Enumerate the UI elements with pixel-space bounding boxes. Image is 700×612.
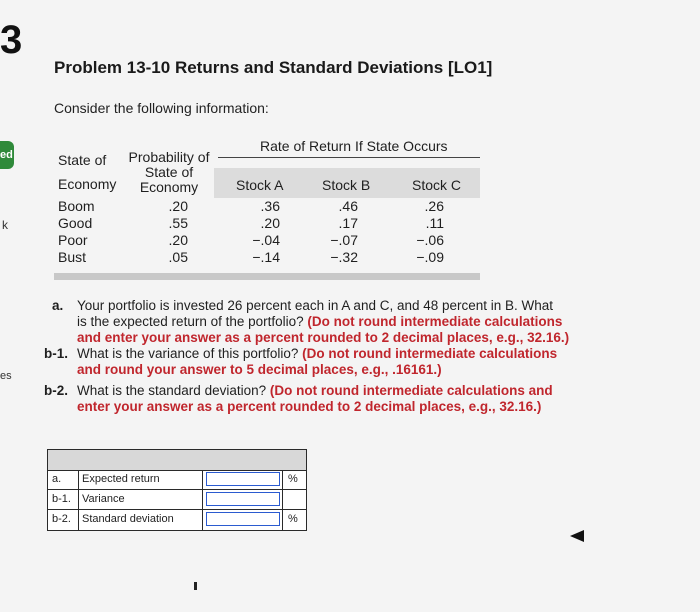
question-b2-label: b-2. (44, 383, 69, 398)
stock-b-cell: .46 (338, 198, 358, 214)
question-a-label: a. (52, 298, 64, 313)
answer-table (47, 449, 307, 531)
problem-title: Problem 13-10 Returns and Standard Deviations [LO1] (54, 58, 493, 77)
answer-row-label: b-1. (52, 493, 71, 505)
problem-intro: Consider the following information: (54, 100, 269, 116)
answer-row-name: Expected return (82, 473, 160, 485)
edge-digit: 3 (0, 18, 23, 62)
question-b1-text: What is the variance of this portfolio? (Do not round intermediate calculations and round your answer to 5 decimal places, e.g., .16161.) (77, 346, 558, 377)
stock-a-cell: −.14 (252, 249, 280, 265)
state-cell: Bust (58, 249, 87, 265)
stock-c-cell: −.06 (416, 232, 444, 248)
mouse-cursor-icon (570, 530, 584, 542)
question-b1-label: b-1. (44, 346, 69, 361)
stock-c-cell: −.09 (416, 249, 444, 265)
answer-table-header (48, 450, 306, 471)
table-bottom-band (54, 273, 480, 280)
standard-deviation-input[interactable] (206, 512, 280, 526)
answer-row-label: a. (52, 473, 62, 485)
stock-a-cell: .20 (260, 215, 280, 231)
expected-return-input[interactable] (206, 472, 280, 486)
rate-header-rule (218, 157, 480, 158)
answer-row-standard-deviation (48, 510, 306, 529)
stray-mark (194, 582, 197, 590)
state-header: State of Economy (58, 152, 117, 192)
state-cell: Poor (58, 232, 88, 248)
variance-input[interactable] (206, 492, 280, 506)
prob-cell: .20 (168, 198, 188, 214)
stock-c-cell: .26 (424, 198, 444, 214)
edge-tab-ed[interactable]: ed (0, 141, 14, 169)
stock-c-header: Stock C (412, 177, 462, 193)
percent-unit: % (288, 513, 298, 525)
percent-unit: % (288, 473, 298, 485)
edge-tab-es: es (0, 370, 12, 382)
edge-tab-k: k (2, 218, 8, 232)
rate-of-return-header: Rate of Return If State Occurs (260, 138, 448, 154)
prob-cell: .20 (168, 232, 188, 248)
probability-header: Probability of State of Economy (128, 149, 210, 195)
question-b2-text: What is the standard deviation? (Do not round intermediate calculations and enter your answer as a percent rounded to 2 decimal places, e.g., 32.16.) (77, 383, 553, 414)
answer-row-name: Variance (82, 493, 125, 505)
stock-b-cell: −.07 (330, 232, 358, 248)
state-cell: Good (58, 215, 93, 231)
answer-row-variance (48, 490, 306, 510)
stock-b-cell: −.32 (330, 249, 358, 265)
prob-cell: .55 (168, 215, 188, 231)
stock-b-cell: .17 (338, 215, 358, 231)
stock-c-cell: .11 (425, 215, 444, 231)
stock-a-cell: −.04 (252, 232, 280, 248)
returns-table (54, 132, 480, 280)
question-a-text: Your portfolio is invested 26 percent each in A and C, and 48 percent in B. What is the expected return of the portfolio? (Do not round intermediate calculations and enter your answer as a percent rounded to 2 decimal places, e.g., 32.16.) (77, 298, 570, 345)
state-cell: Boom (58, 198, 95, 214)
answer-row-label: b-2. (52, 513, 71, 525)
prob-cell: .05 (168, 249, 188, 265)
answer-row-expected-return (48, 470, 306, 490)
stock-a-cell: .36 (260, 198, 280, 214)
stock-b-header: Stock B (322, 177, 371, 193)
stock-a-header: Stock A (236, 177, 284, 193)
answer-row-name: Standard deviation (82, 513, 174, 525)
